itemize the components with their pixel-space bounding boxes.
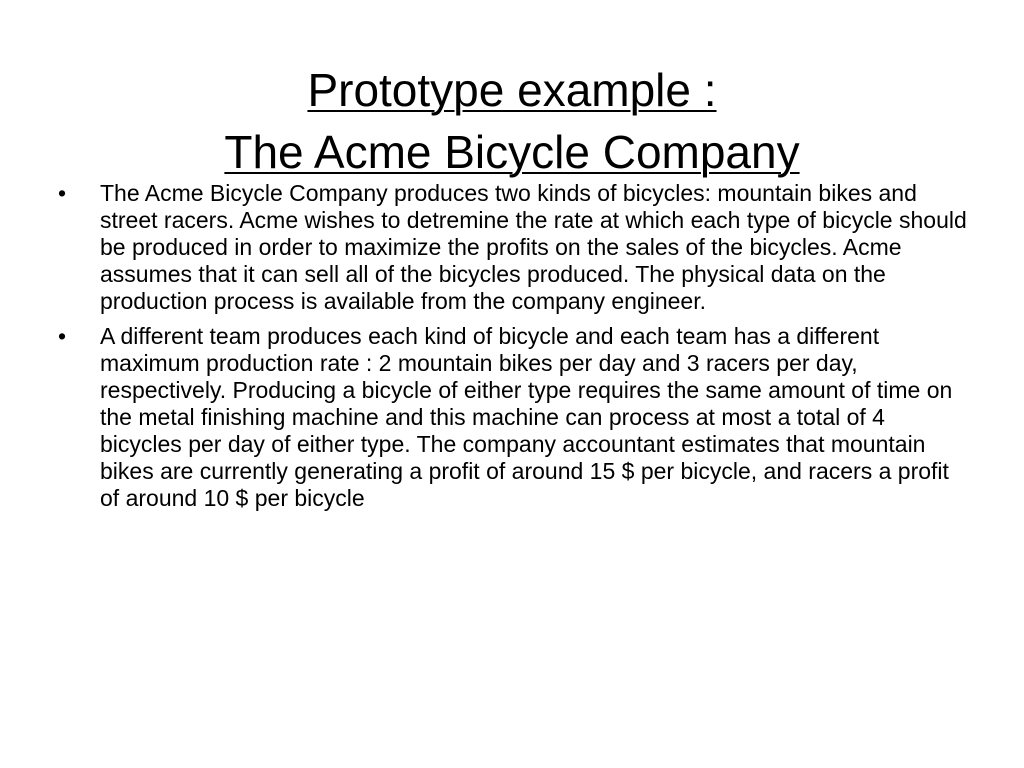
- title-line-2-wrap: [0, 121, 1024, 183]
- title-line-1-wrap: [0, 59, 1024, 121]
- title-line-2: The Acme Bicycle Company: [224, 125, 800, 178]
- title-line-1: Prototype example :: [307, 63, 717, 116]
- bullet-text-1: The Acme Bicycle Company produces two kinds of bicycles: mountain bikes and street racers. Acme wishes to detremine the rate at which each type of bicycle should be produced in order to maximize the profits on the sales of the bicycles. Acme assumes that it can sell all of the bicycles produced. The physical data on the production process is available from the company engineer.: [100, 180, 967, 314]
- bullet-item-1: [58, 180, 968, 315]
- bullet-dot-icon: •: [58, 323, 67, 349]
- bullet-item-2: [58, 323, 968, 512]
- bullet-text-2: A different team produces each kind of bicycle and each team has a different maximum production rate : 2 mountain bikes per day and 3 racers per day, respectively. Producing a bicycle of either type requires the same amount of time on the metal finishing machine and this machine can process at most a total of 4 bicycles per day of either type. The company accountant estimates that mountain bikes are currently generating a profit of around 15 $ per bicycle, and racers a profit of around 10 $ per bicycle: [100, 323, 953, 511]
- slide-title: [0, 59, 1024, 183]
- bullet-dot-icon: •: [58, 180, 67, 206]
- bullet-list: [58, 180, 968, 520]
